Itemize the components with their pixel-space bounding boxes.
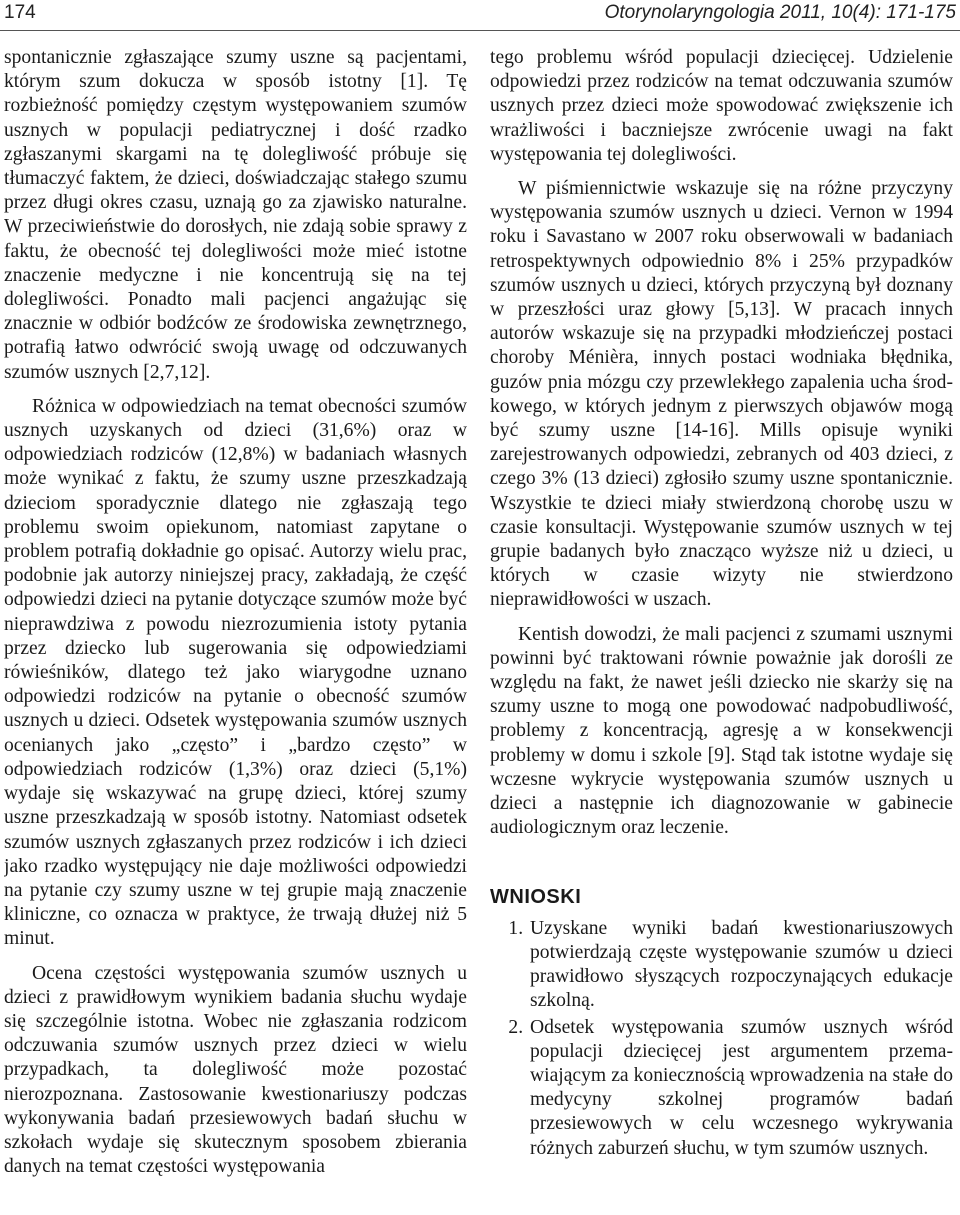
left-column bbox=[4, 46, 467, 1211]
paragraph: Różnica w odpowiedziach na temat obecności szumów usznych uzyskanych od dzieci (31,6%) oraz w odpowiedziach rodziców (12,8%) w badaniach własnych może wynikać z faktu, że szumy uszne przeszkadzają dzieciom sporadycznie dlatego nie zgłaszają tego problemu swoim opiekunom, natomiast zapytane o problem potrafią dokładnie go opisać. Autorzy wielu prac, podobnie jak autorzy niniejszej pracy, zakładają, że część odpowiedzi dzieci na pytanie dotyczące szumów może być nieprawdziwa z powodu niezrozumienia istoty pytania przez dziecko lub sugerowania się odpowiedziami rówieśników, dlatego też jako wiarygodne uznano odpowiedzi rodziców na pytanie o obecność szumów usznych u dzieci. Odsetek występowania szumów usznych ocenianych jako „często” i „bardzo często” w odpowiedziach rodziców (1,3%) oraz dzieci (5,1%) wydaje się wskazywać na grupę dzieci, której szumy uszne przeszkadzają w sposób istotny. Natomiast odsetek szumów usznych zgłaszanych przez rodziców i ich dzieci jako rzadko występujący nie daje możliwości odpowiedzi na pytanie czy szumy uszne w tej grupie mają znaczenie kliniczne, co oznacza w praktyce, że trwają dłużej niż 5 minut. bbox=[4, 395, 467, 950]
list-item: 2. Odsetek występowania szumów usznych wśród populacji dziecięcej jest argumentem przemawiającym za koniecznością wprowadzenia na stałe do medycyny szkolnej programów badań przesiewowych w celu wczesnego wykrywania różnych zaburzeń słuchu, w tym szumów usznych. bbox=[528, 1016, 953, 1161]
journal-citation: Otorynolaryngologia 2011, 10(4): 171-175 bbox=[604, 2, 956, 23]
paragraph: spontanicznie zgłaszające szumy uszne są pacjentami, którym szum dokucza w sposób istotny [1]. Tę rozbieżność pomiędzy częstym występowaniem szumów usznych w populacji pediatrycznej i dość rzadko zgłaszanymi skargami na tę dolegliwość próbuje się tłumaczyć faktem, że dzieci, doświadczając stałego szumu przez długi okres czasu, uznają go za zjawisko naturalne. W przeciwieństwie do dorosłych, nie zdają sobie sprawy z faktu, że obecność tej dolegliwości może mieć istotne znaczenie medyczne i nie koncentrują się na tej dolegliwości. Ponadto mali pacjenci angażując się znacznie w odbiór bodźców ze środowiska zewnętrznego, potrafią łatwo odwrócić swoją uwagę od odczuwanych szumów usznych [2,7,12]. bbox=[4, 47, 467, 383]
paragraph: W piśmiennictwie wskazuje się na różne przyczyny występowania szumów usznych u dzieci. Vernon w 1994 roku i Savastano w 2007 roku obserwowali w badaniach retrospektywnych odpowiednio 8% i 25% przypadków szumów usznych u dzieci, których przyczyną był doznany w przeszłości uraz głowy [5,13]. W pracach innych autorów wskazuje się na przypadki młodzieńczej postaci choroby Ménièra, innych postaci wodniaka błędnika, guzów pnia mózgu czy przewlekłego zapalenia ucha środkowego, w których jednym z pierwszych objawów mogą być szumy uszne [14-16]. Mills opisuje wyniki zarejestrowanych odpowiedzi, zebranych od 403 dzieci, z czego 3% (13 dzieci) zgłosiło szumy uszne spontanicznie. Wszystkie te dzieci miały stwierdzoną chorobę uszu w czasie konsultacji. Występowanie szumów usznych w tej grupie badanych było znacząco wyższe niż u dzieci, u których w czasie wizyty nie stwierdzono nieprawidłowości w uszach. bbox=[490, 178, 953, 611]
running-header bbox=[0, 0, 960, 31]
paragraph: Kentish dowodzi, że mali pacjenci z szumami usznymi powinni być traktowani równie poważnie jak dorośli ze względu na fakt, że nawet jeśli dziecko nie skarży się na szumy uszne to mogą one powodować nadpobudliwość, problemy z koncentracją, agresję a w konsekwencji problemy w domu i szkole [9]. Stąd tak istotne wydaje się wczesne wykrycie występowania szumów usznych u dzieci a następnie ich diagnozowanie w gabinecie audiologicznym oraz leczenie. bbox=[490, 623, 953, 839]
page-number: 174 bbox=[4, 2, 36, 23]
paragraph: Ocena częstości występowania szumów usznych u dzieci z prawidłowym wynikiem badania słuchu wydaje się szczególnie istotna. Wobec nie zgłaszania rodzicom odczuwania szumów usznych przez dzieci w wielu przypadkach, ta dolegliwość może pozostać nierozpoznana. Zastosowanie kwestionariuszy podczas wykonywania badań przesiewowych badań słuchu w szkołach wydaje się skutecznym sposobem zbierania danych na temat częstości występowania bbox=[4, 962, 467, 1178]
conclusions-list bbox=[490, 917, 953, 1161]
list-item: 1. Uzyskane wyniki badań kwestionariuszowych potwierdzają częste występowanie szumów u dzieci prawidłowo słyszących rozpoczynających edukacje szkolną. bbox=[528, 917, 953, 1014]
right-column bbox=[490, 46, 953, 1211]
section-heading-conclusions: WNIOSKI bbox=[490, 885, 582, 908]
paragraph: tego problemu wśród populacji dziecięcej. Udzielenie odpowiedzi przez rodziców na temat odczuwania szumów usznych przez dzieci może spowodować zwiększenie ich wrażliwości i baczniejsze zwrócenie uwagi na fakt występowania tej dolegliwości. bbox=[490, 47, 953, 165]
